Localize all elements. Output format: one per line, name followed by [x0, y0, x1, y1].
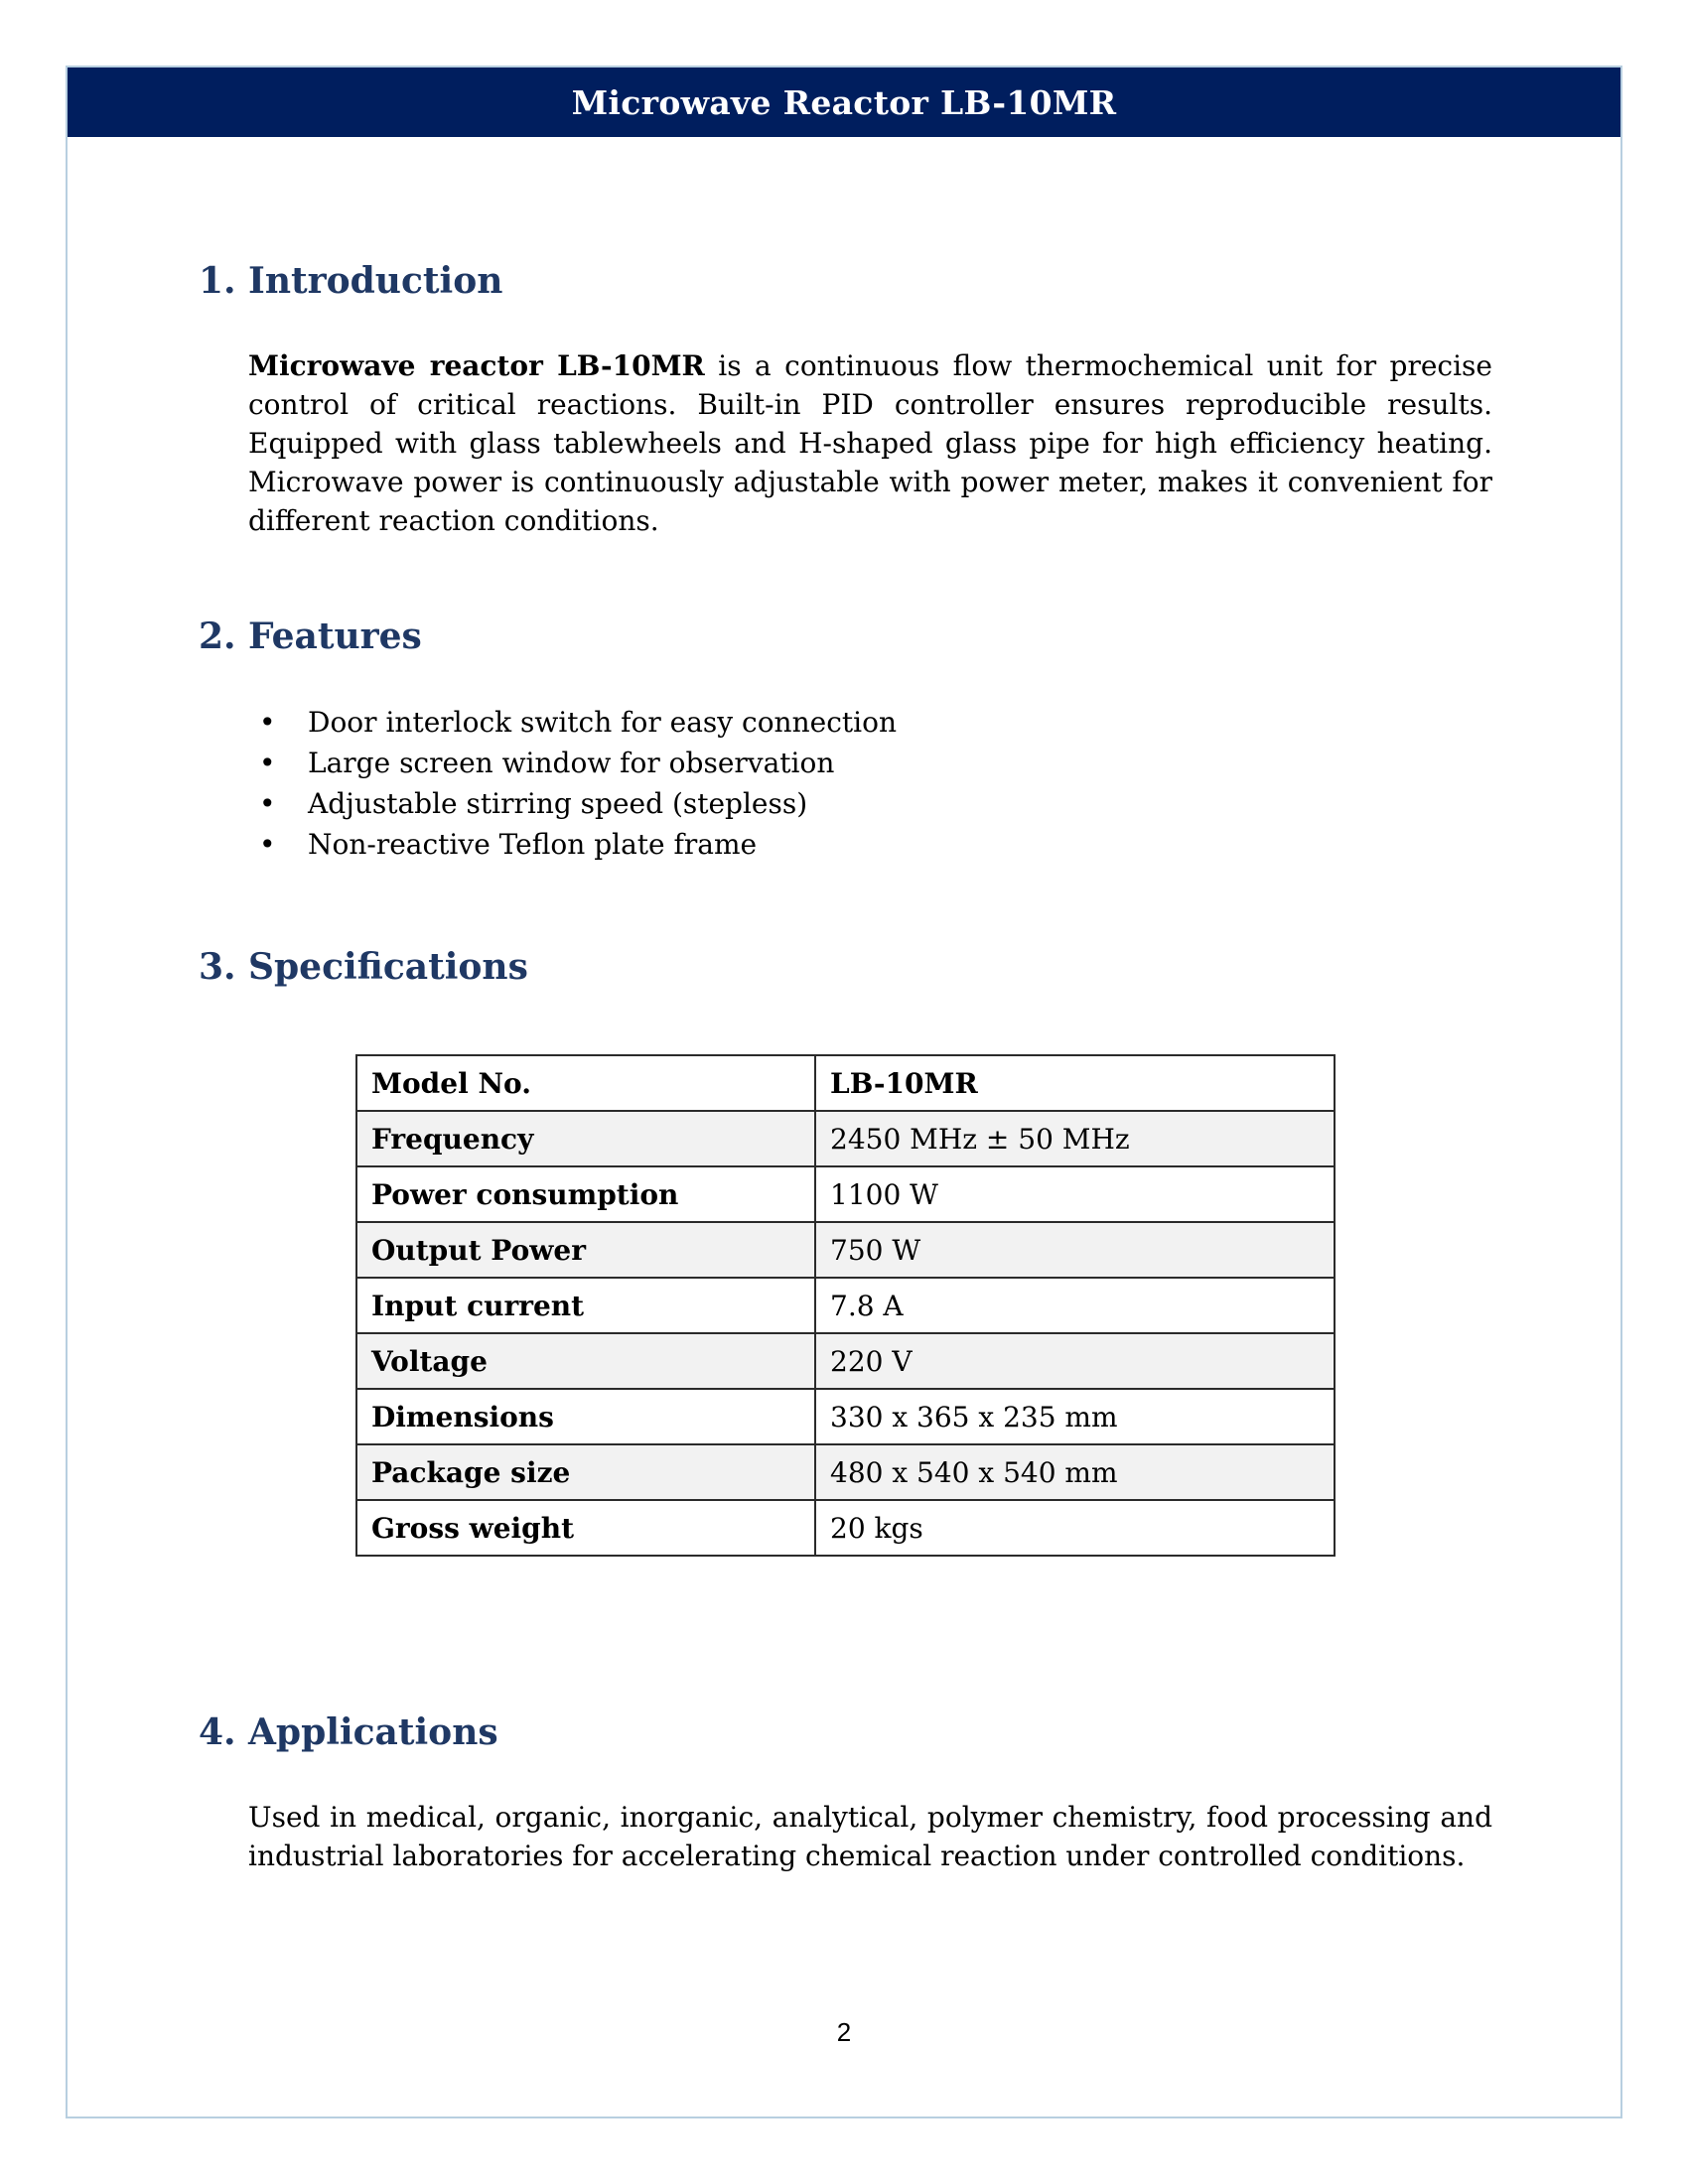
list-item	[248, 743, 897, 783]
spec-value: 220 V	[815, 1333, 1335, 1389]
spec-key: Model No.	[356, 1055, 815, 1111]
list-item	[248, 702, 897, 743]
table-row	[356, 1389, 1335, 1444]
list-item	[248, 783, 897, 824]
spec-value: LB-10MR	[815, 1055, 1335, 1111]
spec-value: 1100 W	[815, 1166, 1335, 1222]
section-heading-specifications	[199, 946, 528, 988]
feature-text: Non-reactive Teflon plate frame	[308, 828, 758, 861]
applications-paragraph: Used in medical, organic, inorganic, analytical, polymer chemistry, food processing and industrial laboratories for accelerating chemical reaction under controlled conditions.	[248, 1801, 1492, 1872]
features-list	[248, 702, 897, 865]
section-title: Specifications	[248, 946, 528, 988]
table-row	[356, 1333, 1335, 1389]
table-row	[356, 1055, 1335, 1111]
feature-text: Adjustable stirring speed (stepless)	[308, 787, 808, 820]
table-row	[356, 1500, 1335, 1556]
introduction-paragraph	[248, 346, 1492, 540]
table-row	[356, 1111, 1335, 1166]
bullet-icon: •	[259, 828, 276, 861]
spec-value: 480 x 540 x 540 mm	[815, 1444, 1335, 1500]
list-item	[248, 824, 897, 865]
page-number: 2	[836, 2017, 852, 2047]
spec-key: Dimensions	[356, 1389, 815, 1444]
spec-key: Package size	[356, 1444, 815, 1500]
section-number: 1.	[199, 260, 236, 302]
bullet-icon: •	[259, 787, 276, 820]
spec-key: Frequency	[356, 1111, 815, 1166]
section-number: 3.	[199, 946, 236, 988]
bullet-icon: •	[259, 747, 276, 779]
section-heading-applications	[199, 1711, 498, 1753]
feature-text: Door interlock switch for easy connection	[308, 706, 897, 739]
introduction-lead: Microwave reactor LB-10MR	[248, 349, 705, 382]
section-title: Features	[248, 615, 422, 657]
section-heading-features	[199, 615, 422, 657]
spec-value: 330 x 365 x 235 mm	[815, 1389, 1335, 1444]
table-row	[356, 1222, 1335, 1278]
spec-value: 2450 MHz ± 50 MHz	[815, 1111, 1335, 1166]
introduction-body: is a continuous flow thermochemical unit for precise control of critical reactions. Built-in PID controller ensures reproducible results. Equipped with glass tablewheels and H-shaped glass pipe for high efficiency heating. Microwave power is continuously adjustable with power meter, makes it convenient for different reaction conditions.	[248, 349, 1492, 537]
spec-key: Gross weight	[356, 1500, 815, 1556]
title-bar	[68, 68, 1620, 137]
spec-value: 7.8 A	[815, 1278, 1335, 1333]
section-title: Applications	[248, 1711, 498, 1753]
document-title: Microwave Reactor LB-10MR	[571, 82, 1117, 122]
spec-value: 20 kgs	[815, 1500, 1335, 1556]
specifications-table	[355, 1054, 1336, 1557]
feature-text: Large screen window for observation	[308, 747, 835, 779]
bullet-icon: •	[259, 706, 276, 739]
spec-key: Output Power	[356, 1222, 815, 1278]
section-number: 4.	[199, 1711, 236, 1753]
section-number: 2.	[199, 615, 236, 657]
spec-key: Power consumption	[356, 1166, 815, 1222]
section-heading-introduction	[199, 260, 502, 302]
table-row	[356, 1444, 1335, 1500]
spec-key: Voltage	[356, 1333, 815, 1389]
section-title: Introduction	[248, 260, 503, 302]
table-row	[356, 1278, 1335, 1333]
spec-value: 750 W	[815, 1222, 1335, 1278]
table-row	[356, 1166, 1335, 1222]
spec-key: Input current	[356, 1278, 815, 1333]
